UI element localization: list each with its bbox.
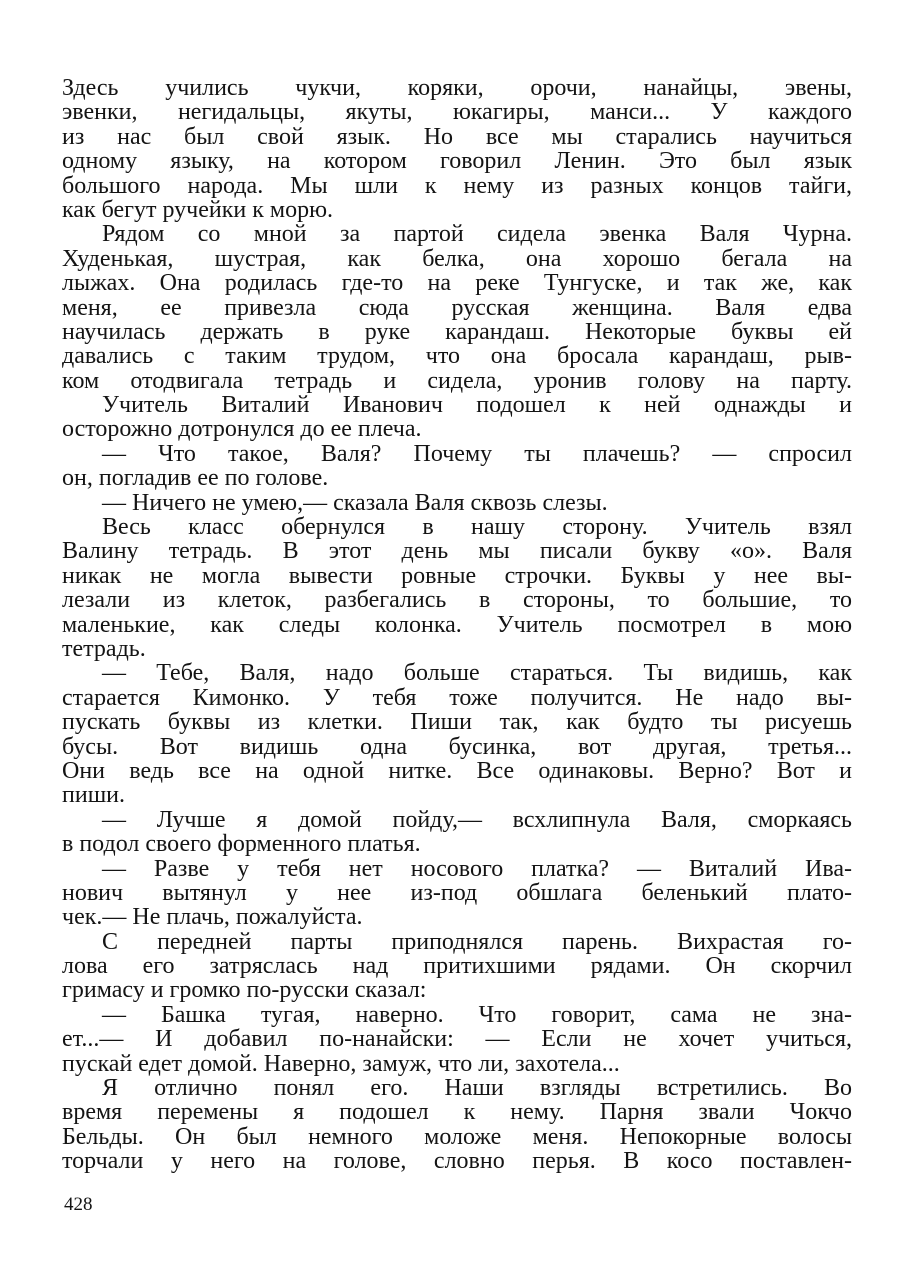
text-line: гримасу и громко по-русски сказал:: [62, 977, 427, 1004]
text-line: ком отодвигала тетрадь и сидела, уронив голову на парту.: [62, 367, 852, 394]
text-line: — Тебе, Валя, надо больше стараться. Ты видишь, как: [102, 660, 852, 687]
text-line: С передней парты приподнялся парень. Вихрастая го-: [102, 928, 852, 955]
page-text-block: [62, 76, 852, 1174]
text-line: Я отлично понял его. Наши взгляды встретились. Во: [102, 1075, 852, 1102]
text-line: торчали у него на голове, словно перья. В косо поставлен-: [62, 1148, 852, 1175]
text-line: тетрадь.: [62, 635, 146, 662]
text-line: научилась держать в руке карандаш. Некоторые буквы ей: [62, 318, 852, 345]
text-line: Они ведь все на одной нитке. Все одинаковы. Верно? Вот и: [62, 757, 852, 784]
text-line: ет...— И добавил по-нанайски: — Если не хочет учиться,: [62, 1026, 852, 1053]
text-line: он, погладив ее по голове.: [62, 465, 329, 492]
text-line: старается Кимонко. У тебя тоже получится. Не надо вы-: [62, 684, 852, 711]
text-line: — Башка тугая, наверно. Что говорит, сама не зна-: [102, 1001, 852, 1028]
text-line: пиши.: [62, 782, 126, 809]
text-line: давались с таким трудом, что она бросала карандаш, рыв-: [62, 343, 852, 370]
text-line: в подол своего форменного платья.: [62, 831, 421, 858]
text-line: меня, ее привезла сюда русская женщина. Валя едва: [62, 294, 852, 321]
text-line: — Что такое, Валя? Почему ты плачешь? — спросил: [102, 440, 852, 467]
text-line: лова его затряслась над притихшими рядами. Он скорчил: [62, 953, 852, 980]
text-line: Худенькая, шустрая, как белка, она хорошо бегала на: [62, 245, 852, 272]
text-line: — Разве у тебя нет носового платка? — Виталий Ива-: [102, 855, 852, 882]
text-line: большого народа. Мы шли к нему из разных концов тайги,: [62, 172, 852, 199]
text-line: лыжах. Она родилась где-то на реке Тунгуске, и так же, как: [62, 270, 852, 297]
text-line: — Лучше я домой пойду,— всхлипнула Валя, сморкаясь: [102, 806, 852, 833]
text-line: Учитель Виталий Иванович подошел к ней однажды и: [102, 392, 852, 419]
text-line: бусы. Вот видишь одна бусинка, вот другая, третья...: [62, 733, 852, 760]
text-line: пускай едет домой. Наверно, замуж, что ли, захотела...: [62, 1050, 620, 1077]
text-line: Бельды. Он был немного моложе меня. Непокорные волосы: [62, 1123, 852, 1150]
page-number: 428: [64, 1194, 93, 1215]
text-line: маленькие, как следы колонка. Учитель посмотрел в мою: [62, 611, 852, 638]
text-line: время перемены я подошел к нему. Парня звали Чокчо: [62, 1099, 852, 1126]
text-line: Весь класс обернулся в нашу сторону. Учитель взял: [102, 514, 852, 541]
text-line: никак не могла вывести ровные строчки. Буквы у нее вы-: [62, 562, 852, 589]
text-line: чек.— Не плачь, пожалуйста.: [62, 904, 363, 931]
text-line: из нас был свой язык. Но все мы старались научиться: [62, 123, 852, 150]
text-line: — Ничего не умею,— сказала Валя сквозь слезы.: [102, 489, 608, 516]
text-line: Здесь учились чукчи, коряки, орочи, нанайцы, эвены,: [62, 75, 852, 101]
text-line: одному языку, на котором говорил Ленин. Это был язык: [62, 148, 852, 175]
text-line: Валину тетрадь. В этот день мы писали букву «о». Валя: [62, 538, 852, 565]
text-line: эвенки, негидальцы, якуты, юкагиры, манси... У каждого: [62, 99, 852, 126]
text-line: как бегут ручейки к морю.: [62, 196, 334, 223]
text-line: Рядом со мной за партой сидела эвенка Валя Чурна.: [102, 221, 852, 248]
text-line: нович вытянул у нее из-под обшлага беленький плато-: [62, 879, 852, 906]
text-line: осторожно дотронулся до ее плеча.: [62, 416, 422, 443]
text-line: лезали из клеток, разбегались в стороны, то большие, то: [62, 587, 852, 614]
text-line: пускать буквы из клетки. Пиши так, как будто ты рисуешь: [62, 709, 852, 736]
